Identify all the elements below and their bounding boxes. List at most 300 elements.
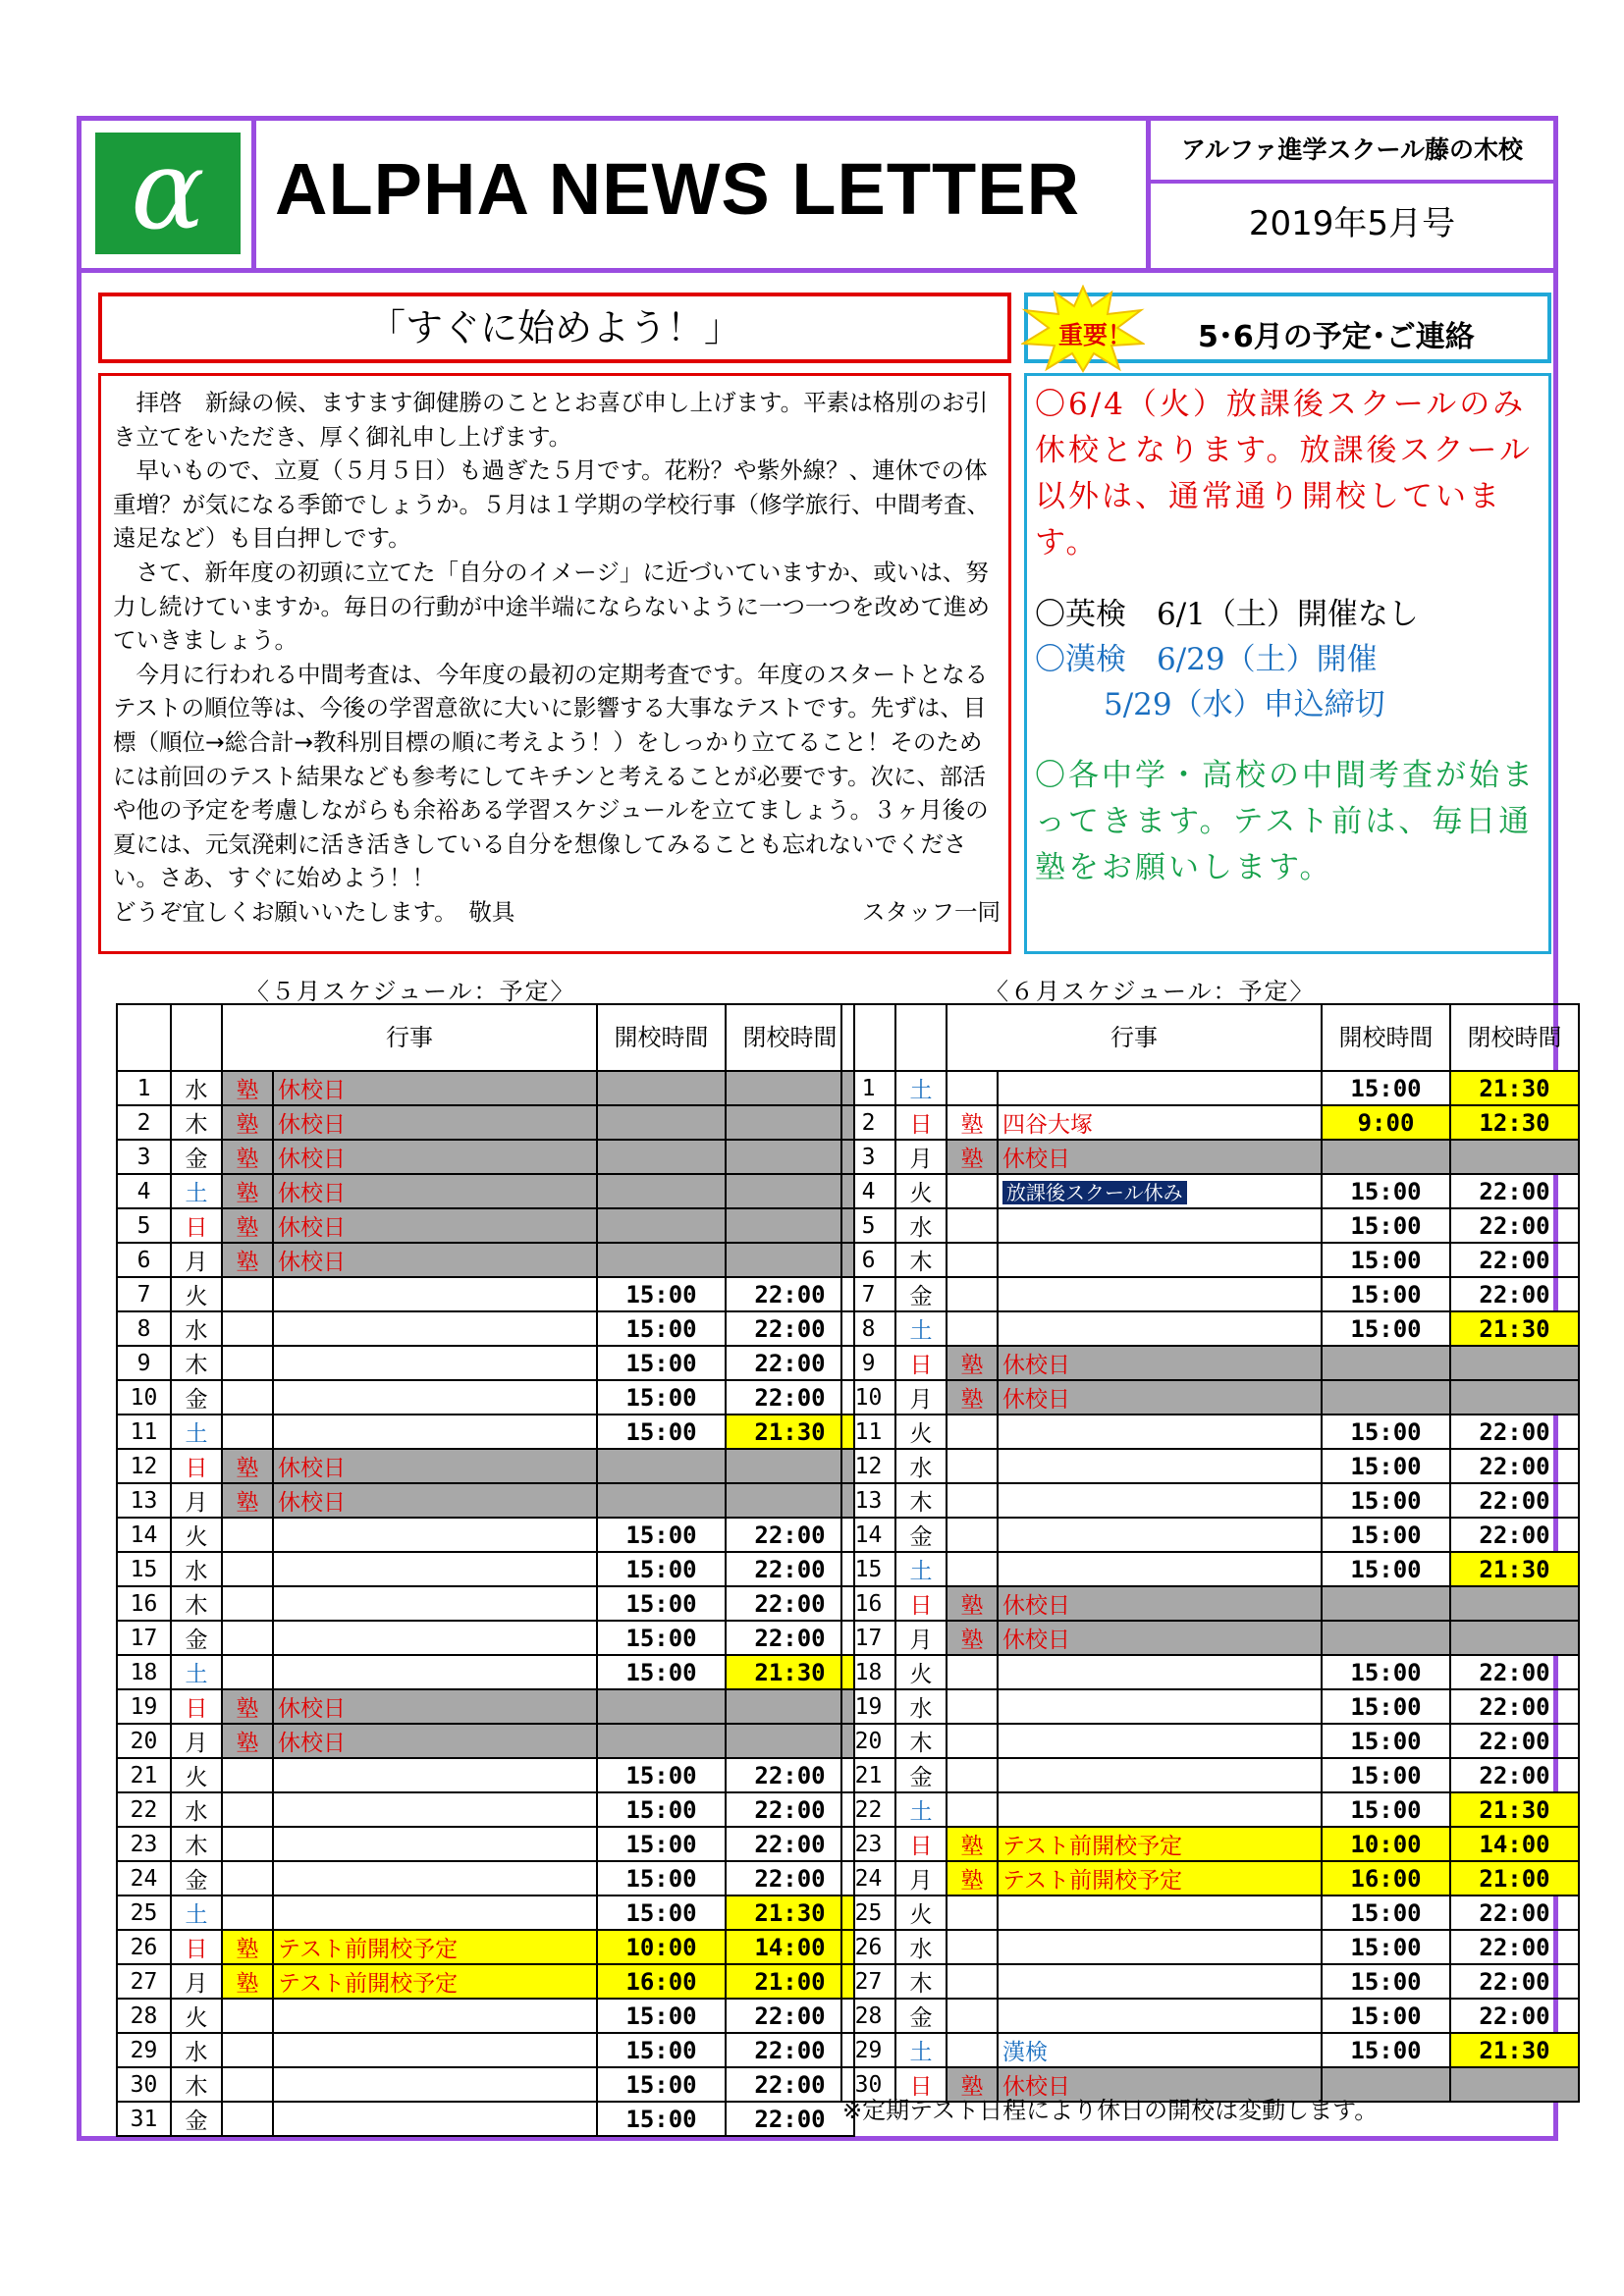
cell-weekday: 土 — [171, 1415, 222, 1449]
cell-juku — [947, 1552, 998, 1586]
cell-event — [273, 1861, 597, 1896]
cell-juku: 塾 — [947, 1861, 998, 1896]
cell-open-time — [597, 1243, 726, 1277]
cell-event — [273, 2033, 597, 2067]
cell-open-time: 15:00 — [1322, 1243, 1450, 1277]
cell-event — [998, 1930, 1322, 1964]
cell-juku — [222, 1311, 273, 1346]
cell-weekday: 月 — [895, 1621, 947, 1655]
cell-weekday: 火 — [171, 1518, 222, 1552]
cell-event — [998, 1346, 1322, 1380]
table-row — [117, 1896, 854, 1930]
cell-weekday: 水 — [895, 1930, 947, 1964]
cell-open-time — [1322, 1621, 1450, 1655]
cell-event — [998, 1689, 1322, 1724]
cell-juku: 塾 — [222, 1208, 273, 1243]
message-paragraph: 拝啓 新緑の候、ますます御健勝のこととお喜び申し上げます。平素は格別のお引き立てをいただき、厚く御礼申し上げます。 — [113, 389, 989, 451]
table-row — [841, 1449, 1579, 1483]
cell-date: 1 — [117, 1071, 171, 1105]
table-row — [117, 1071, 854, 1105]
may-schedule-table — [116, 1003, 855, 2137]
cell-close-time — [1450, 1346, 1579, 1380]
cell-close-time: 22:00 — [726, 2102, 854, 2136]
cell-juku — [947, 1655, 998, 1689]
cell-date: 28 — [117, 1999, 171, 2033]
cell-weekday: 水 — [895, 1449, 947, 1483]
cell-juku — [947, 1311, 998, 1346]
alpha-logo: α — [95, 133, 241, 254]
cell-weekday: 土 — [171, 1655, 222, 1689]
cell-date: 13 — [117, 1483, 171, 1518]
cell-weekday: 日 — [895, 1827, 947, 1861]
header-open-time: 開校時間 — [1322, 1004, 1450, 1071]
cell-weekday: 木 — [171, 1586, 222, 1621]
cell-weekday: 水 — [171, 1071, 222, 1105]
cell-close-time: 14:00 — [726, 1930, 854, 1964]
cell-juku: 塾 — [947, 1586, 998, 1621]
cell-weekday: 金 — [171, 1861, 222, 1896]
table-row — [117, 1311, 854, 1346]
table-row — [117, 1827, 854, 1861]
cell-open-time: 15:00 — [1322, 1964, 1450, 1999]
cell-event — [273, 2102, 597, 2136]
table-row — [841, 1208, 1579, 1243]
cell-weekday: 日 — [895, 2067, 947, 2102]
cell-event — [998, 1964, 1322, 1999]
cell-event — [998, 1999, 1322, 2033]
cell-date: 19 — [117, 1689, 171, 1724]
cell-date: 27 — [117, 1964, 171, 1999]
cell-open-time — [1322, 1586, 1450, 1621]
june-schedule-caption: 〈６月スケジュール：予定〉 — [985, 978, 1316, 1005]
message-closing: どうぞ宜しくお願いいたします。 敬具 — [113, 897, 515, 926]
cell-open-time: 15:00 — [597, 1861, 726, 1896]
cell-weekday: 水 — [171, 1552, 222, 1586]
table-row — [117, 1655, 854, 1689]
event-label: 休校日 — [1002, 1147, 1070, 1172]
event-label: 休校日 — [278, 1696, 346, 1722]
cell-date: 6 — [117, 1243, 171, 1277]
cell-open-time: 9:00 — [1322, 1105, 1450, 1140]
cell-close-time: 22:00 — [1450, 1415, 1579, 1449]
cell-close-time: 22:00 — [726, 1380, 854, 1415]
table-row — [117, 1552, 854, 1586]
event-label: 漢検 — [1002, 2040, 1048, 2065]
cell-open-time: 15:00 — [597, 1277, 726, 1311]
cell-close-time: 22:00 — [1450, 1964, 1579, 1999]
cell-date: 30 — [841, 2067, 895, 2102]
cell-event — [998, 1518, 1322, 1552]
cell-date: 3 — [841, 1140, 895, 1174]
cell-event — [998, 1174, 1322, 1208]
notice-item-eiken: 〇英検 6/1（土）開催なし — [1035, 597, 1419, 632]
table-header-row — [117, 1004, 854, 1071]
cell-close-time: 22:00 — [726, 2033, 854, 2067]
cell-date: 29 — [117, 2033, 171, 2067]
cell-juku — [222, 1621, 273, 1655]
message-body — [98, 373, 1011, 954]
table-row — [117, 1999, 854, 2033]
cell-close-time: 22:00 — [726, 1552, 854, 1586]
cell-close-time: 22:00 — [1450, 1999, 1579, 2033]
cell-event — [273, 1999, 597, 2033]
cell-open-time: 15:00 — [597, 1621, 726, 1655]
cell-weekday: 木 — [895, 1243, 947, 1277]
cell-open-time: 15:00 — [1322, 1689, 1450, 1724]
cell-juku — [222, 1277, 273, 1311]
cell-close-time: 22:00 — [726, 1518, 854, 1552]
cell-weekday: 日 — [171, 1449, 222, 1483]
table-row — [841, 1552, 1579, 1586]
cell-event — [998, 1896, 1322, 1930]
cell-juku: 塾 — [222, 1449, 273, 1483]
cell-juku: 塾 — [947, 1140, 998, 1174]
cell-weekday: 土 — [171, 1174, 222, 1208]
cell-date: 17 — [841, 1621, 895, 1655]
cell-close-time: 22:00 — [726, 1827, 854, 1861]
table-row — [117, 2102, 854, 2136]
cell-event — [273, 1552, 597, 1586]
cell-event — [273, 1724, 597, 1758]
may-schedule-caption: 〈５月スケジュール：予定〉 — [245, 978, 576, 1005]
cell-weekday: 土 — [895, 1552, 947, 1586]
cell-date: 25 — [117, 1896, 171, 1930]
table-row — [117, 1792, 854, 1827]
cell-date: 11 — [841, 1415, 895, 1449]
cell-juku — [222, 1586, 273, 1621]
cell-close-time — [726, 1243, 854, 1277]
cell-open-time — [597, 1689, 726, 1724]
event-label: テスト前開校予定 — [278, 1937, 459, 1962]
cell-weekday: 土 — [895, 1311, 947, 1346]
cell-close-time — [726, 1449, 854, 1483]
cell-date: 27 — [841, 1964, 895, 1999]
cell-weekday: 月 — [895, 1380, 947, 1415]
table-row — [117, 1861, 854, 1896]
table-row — [117, 1621, 854, 1655]
table-row — [117, 1415, 854, 1449]
cell-close-time: 22:00 — [726, 2067, 854, 2102]
event-label: 休校日 — [1002, 1593, 1070, 1619]
table-row — [117, 1724, 854, 1758]
cell-weekday: 木 — [895, 1724, 947, 1758]
cell-date: 6 — [841, 1243, 895, 1277]
cell-close-time: 21:30 — [1450, 1792, 1579, 1827]
cell-weekday: 火 — [171, 1999, 222, 2033]
cell-open-time: 15:00 — [1322, 1415, 1450, 1449]
message-paragraph: さて、新年度の初頭に立てた「自分のイメージ」に近づいていますか、或いは、努力し続けていますか。毎日の行動が中途半端にならないように一つ一つを改めて進めていきましょう。 — [113, 558, 990, 655]
cell-open-time: 15:00 — [597, 1415, 726, 1449]
cell-date: 14 — [117, 1518, 171, 1552]
cell-open-time: 15:00 — [597, 1586, 726, 1621]
cell-open-time: 15:00 — [597, 2067, 726, 2102]
cell-juku: 塾 — [222, 1930, 273, 1964]
cell-date: 1 — [841, 1071, 895, 1105]
cell-date: 26 — [841, 1930, 895, 1964]
cell-date: 20 — [117, 1724, 171, 1758]
cell-date: 18 — [117, 1655, 171, 1689]
cell-date: 8 — [841, 1311, 895, 1346]
table-row — [117, 1105, 854, 1140]
cell-close-time: 21:30 — [1450, 1311, 1579, 1346]
cell-juku — [947, 1758, 998, 1792]
cell-event — [998, 1758, 1322, 1792]
cell-close-time: 21:30 — [726, 1415, 854, 1449]
cell-open-time: 15:00 — [1322, 1999, 1450, 2033]
table-row — [117, 1964, 854, 1999]
cell-juku: 塾 — [222, 1689, 273, 1724]
table-row — [117, 2033, 854, 2067]
logo-cell — [81, 121, 256, 268]
cell-weekday: 水 — [895, 1689, 947, 1724]
cell-open-time: 15:00 — [597, 1792, 726, 1827]
cell-open-time: 15:00 — [1322, 1449, 1450, 1483]
cell-close-time: 22:00 — [1450, 1243, 1579, 1277]
school-name: アルファ進学スクール藤の木校 — [1151, 121, 1553, 184]
header-event: 行事 — [947, 1004, 1322, 1071]
cell-close-time — [726, 1140, 854, 1174]
cell-close-time: 22:00 — [1450, 1518, 1579, 1552]
cell-juku: 塾 — [222, 1724, 273, 1758]
event-label: 休校日 — [278, 1456, 346, 1481]
cell-open-time: 15:00 — [1322, 1518, 1450, 1552]
cell-juku: 塾 — [222, 1964, 273, 1999]
cell-open-time: 15:00 — [1322, 1208, 1450, 1243]
cell-date: 9 — [117, 1346, 171, 1380]
cell-open-time — [597, 1208, 726, 1243]
cell-event — [998, 1552, 1322, 1586]
event-label: 休校日 — [278, 1112, 346, 1138]
cell-close-time — [1450, 1140, 1579, 1174]
cell-open-time: 15:00 — [597, 1346, 726, 1380]
cell-weekday: 月 — [895, 1140, 947, 1174]
cell-date: 25 — [841, 1896, 895, 1930]
cell-weekday: 金 — [895, 1277, 947, 1311]
cell-juku: 塾 — [947, 1827, 998, 1861]
cell-juku — [947, 1208, 998, 1243]
cell-juku — [947, 1792, 998, 1827]
cell-close-time — [726, 1071, 854, 1105]
cell-close-time: 22:00 — [1450, 1655, 1579, 1689]
table-row — [117, 2067, 854, 2102]
cell-weekday: 土 — [895, 1792, 947, 1827]
cell-date: 10 — [117, 1380, 171, 1415]
event-label: 四谷大塚 — [1002, 1112, 1093, 1138]
cell-date: 9 — [841, 1346, 895, 1380]
cell-weekday: 火 — [171, 1758, 222, 1792]
cell-open-time: 15:00 — [1322, 1483, 1450, 1518]
cell-juku: 塾 — [947, 1105, 998, 1140]
cell-close-time: 21:30 — [1450, 1552, 1579, 1586]
table-row — [117, 1243, 854, 1277]
cell-close-time: 22:00 — [726, 1999, 854, 2033]
cell-event — [998, 1449, 1322, 1483]
table-row — [117, 1277, 854, 1311]
cell-weekday: 火 — [895, 1174, 947, 1208]
cell-date: 23 — [117, 1827, 171, 1861]
cell-event — [998, 1140, 1322, 1174]
cell-date: 23 — [841, 1827, 895, 1861]
cell-close-time: 21:00 — [1450, 1861, 1579, 1896]
cell-juku — [947, 1964, 998, 1999]
event-label: 休校日 — [1002, 1387, 1070, 1413]
cell-date: 12 — [841, 1449, 895, 1483]
table-row — [841, 1621, 1579, 1655]
cell-juku — [222, 2033, 273, 2067]
cell-open-time: 15:00 — [597, 1999, 726, 2033]
table-row — [841, 1655, 1579, 1689]
table-row — [841, 1999, 1579, 2033]
cell-event — [998, 1861, 1322, 1896]
table-row — [117, 1208, 854, 1243]
event-label: テスト前開校予定 — [278, 1971, 459, 1997]
cell-weekday: 火 — [171, 1277, 222, 1311]
cell-close-time — [726, 1174, 854, 1208]
cell-event — [998, 1071, 1322, 1105]
cell-close-time: 22:00 — [726, 1311, 854, 1346]
cell-close-time: 21:00 — [726, 1964, 854, 1999]
cell-juku — [222, 1346, 273, 1380]
header-info — [1146, 121, 1553, 268]
cell-juku: 塾 — [222, 1140, 273, 1174]
cell-date: 20 — [841, 1724, 895, 1758]
table-row — [841, 1861, 1579, 1896]
cell-close-time: 22:00 — [726, 1346, 854, 1380]
cell-weekday: 金 — [171, 1621, 222, 1655]
cell-juku — [222, 1655, 273, 1689]
header-open-time: 開校時間 — [597, 1004, 726, 1071]
table-row — [841, 1380, 1579, 1415]
cell-event — [273, 1792, 597, 1827]
cell-juku — [222, 1827, 273, 1861]
table-row — [841, 1174, 1579, 1208]
message-closing-line — [113, 895, 1001, 930]
cell-juku — [222, 1518, 273, 1552]
cell-juku — [947, 1518, 998, 1552]
cell-event — [998, 1483, 1322, 1518]
table-row — [841, 1758, 1579, 1792]
cell-close-time: 22:00 — [1450, 1896, 1579, 1930]
cell-weekday: 金 — [895, 1518, 947, 1552]
cell-close-time: 22:00 — [1450, 1483, 1579, 1518]
cell-event — [273, 1277, 597, 1311]
cell-event — [998, 1311, 1322, 1346]
cell-weekday: 木 — [171, 1827, 222, 1861]
cell-weekday: 月 — [171, 1964, 222, 1999]
cell-event — [273, 1415, 597, 1449]
table-row — [117, 1380, 854, 1415]
cell-event — [273, 1964, 597, 1999]
header-weekday — [895, 1004, 947, 1071]
cell-event — [273, 1586, 597, 1621]
cell-juku — [222, 1415, 273, 1449]
cell-date: 14 — [841, 1518, 895, 1552]
cell-date: 16 — [841, 1586, 895, 1621]
cell-open-time: 15:00 — [1322, 1792, 1450, 1827]
cell-open-time — [1322, 1380, 1450, 1415]
cell-date: 24 — [841, 1861, 895, 1896]
cell-open-time: 10:00 — [597, 1930, 726, 1964]
cell-date: 2 — [117, 1105, 171, 1140]
cell-date: 13 — [841, 1483, 895, 1518]
cell-close-time: 14:00 — [1450, 1827, 1579, 1861]
cell-close-time: 22:00 — [1450, 1930, 1579, 1964]
cell-close-time: 22:00 — [1450, 1724, 1579, 1758]
cell-date: 11 — [117, 1415, 171, 1449]
cell-close-time: 22:00 — [1450, 1277, 1579, 1311]
newsletter-title: ALPHA NEWS LETTER — [275, 148, 1081, 230]
cell-open-time: 15:00 — [597, 1827, 726, 1861]
cell-date: 2 — [841, 1105, 895, 1140]
cell-date: 4 — [117, 1174, 171, 1208]
table-row — [841, 1346, 1579, 1380]
table-row — [117, 1140, 854, 1174]
header-date — [841, 1004, 895, 1071]
cell-close-time: 22:00 — [1450, 1449, 1579, 1483]
cell-event — [998, 1655, 1322, 1689]
cell-juku: 塾 — [947, 2067, 998, 2102]
cell-juku — [222, 1758, 273, 1792]
cell-juku: 塾 — [222, 1105, 273, 1140]
cell-weekday: 木 — [171, 1346, 222, 1380]
cell-open-time: 16:00 — [597, 1964, 726, 1999]
event-label: 休校日 — [278, 1181, 346, 1206]
cell-juku — [222, 1896, 273, 1930]
cell-date: 5 — [117, 1208, 171, 1243]
table-row — [841, 1964, 1579, 1999]
table-row — [841, 1105, 1579, 1140]
cell-date: 24 — [117, 1861, 171, 1896]
table-row — [841, 1483, 1579, 1518]
cell-date: 21 — [841, 1758, 895, 1792]
cell-date: 10 — [841, 1380, 895, 1415]
cell-juku — [947, 1724, 998, 1758]
cell-close-time: 22:00 — [726, 1758, 854, 1792]
notice-item-after-school: 〇6/4（火）放課後スクールのみ休校となります。放課後スクール以外は、通常通り開校しています。 — [1035, 387, 1533, 561]
cell-event — [273, 1105, 597, 1140]
cell-juku — [947, 1896, 998, 1930]
cell-juku — [947, 1930, 998, 1964]
cell-weekday: 日 — [171, 1930, 222, 1964]
cell-close-time — [726, 1105, 854, 1140]
cell-weekday: 水 — [171, 1792, 222, 1827]
cell-open-time: 15:00 — [1322, 2033, 1450, 2067]
cell-date: 31 — [117, 2102, 171, 2136]
cell-juku: 塾 — [947, 1380, 998, 1415]
cell-open-time: 15:00 — [1322, 1277, 1450, 1311]
cell-weekday: 土 — [895, 1071, 947, 1105]
cell-event — [998, 1586, 1322, 1621]
event-label: 休校日 — [1002, 2074, 1070, 2100]
cell-open-time: 15:00 — [597, 1552, 726, 1586]
cell-weekday: 金 — [171, 1380, 222, 1415]
schedule-footnote: ※定期テスト日程により休日の開校は変動します。 — [842, 2097, 1379, 2124]
cell-date: 15 — [841, 1552, 895, 1586]
cell-date: 7 — [117, 1277, 171, 1311]
cell-date: 26 — [117, 1930, 171, 1964]
table-row — [841, 1930, 1579, 1964]
cell-open-time: 15:00 — [597, 1896, 726, 1930]
cell-juku — [947, 1449, 998, 1483]
cell-open-time — [597, 1724, 726, 1758]
cell-weekday: 水 — [171, 2033, 222, 2067]
cell-open-time — [597, 1174, 726, 1208]
cell-event — [273, 1689, 597, 1724]
cell-open-time: 15:00 — [597, 2033, 726, 2067]
cell-juku — [947, 1415, 998, 1449]
cell-weekday: 日 — [171, 1208, 222, 1243]
cell-event — [273, 1518, 597, 1552]
